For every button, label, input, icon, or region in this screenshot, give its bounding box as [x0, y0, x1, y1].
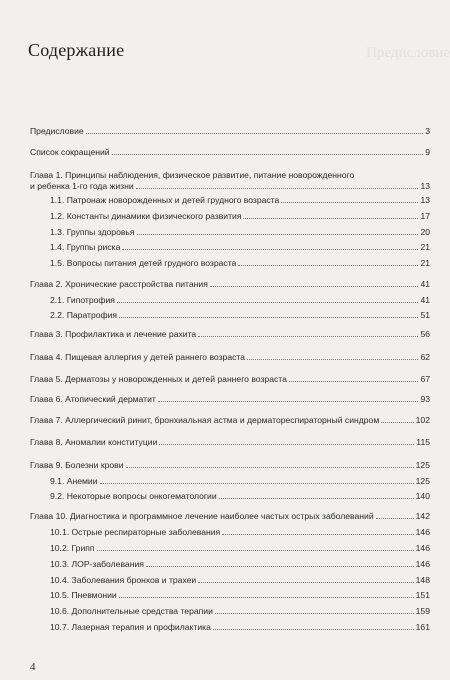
dot-leader	[247, 358, 418, 360]
toc-entry-page: 159	[415, 606, 430, 616]
toc-entry-page: 148	[415, 575, 430, 585]
toc-entry	[30, 415, 430, 425]
toc-entry-page: 102	[415, 415, 430, 425]
dot-leader	[97, 549, 414, 551]
toc-subentry	[50, 476, 430, 486]
toc-subentry	[50, 242, 430, 252]
toc-entry-title: 1.1. Патронаж новорожденных и детей грудного возраста	[50, 195, 280, 205]
toc-subentry	[50, 195, 430, 205]
dot-leader	[219, 497, 414, 499]
toc-entry	[30, 437, 430, 447]
toc-entry	[30, 279, 430, 289]
toc-entry-page: 146	[415, 527, 430, 537]
toc-entry-page: 21	[420, 258, 430, 268]
toc-entry-page: 125	[415, 460, 430, 470]
toc-entry-page: 67	[420, 374, 430, 384]
toc-entry-title: Глава 10. Диагностика и программное лечение наиболее частых острых заболеваний	[30, 511, 374, 521]
toc-entry-page: 51	[420, 310, 430, 320]
toc-entry	[30, 511, 430, 521]
toc-entry-title: Список сокращений	[30, 147, 110, 157]
toc-entry-title: 10.4. Заболевания бронхов и трахеи	[50, 575, 197, 585]
toc-entry-page: 21	[420, 242, 430, 252]
dot-leader	[126, 466, 414, 468]
dot-leader	[119, 316, 418, 318]
toc-entry-page: 9	[425, 147, 430, 157]
toc-entry-page: 115	[416, 437, 430, 447]
toc-entry	[30, 126, 430, 136]
toc-entry-title: Предисловие	[30, 126, 84, 136]
toc-entry-title: и ребенка 1-го года жизни	[30, 181, 134, 191]
toc-entry-page: 41	[420, 279, 430, 289]
toc-entry	[30, 329, 430, 339]
toc-entry-page: 146	[415, 559, 430, 569]
toc-entry-title: Глава 2. Хронические расстройства питания	[30, 279, 208, 289]
toc-entry	[30, 352, 430, 362]
dot-leader	[117, 301, 418, 303]
toc-subentry	[50, 227, 430, 237]
toc-entry-title: 2.1. Гипотрофия	[50, 295, 115, 305]
toc-entry-page: 161	[415, 622, 430, 632]
toc-subentry	[50, 559, 430, 569]
toc-entry	[30, 181, 430, 191]
toc-entry-title: Глава 5. Дерматозы у новорожденных и детей раннего возраста	[30, 374, 287, 384]
toc-entry-page: 62	[420, 352, 430, 362]
toc-subentry	[50, 622, 430, 632]
dot-leader	[238, 264, 418, 266]
dot-leader	[112, 153, 424, 155]
dot-leader	[122, 248, 418, 250]
dot-leader	[289, 380, 419, 382]
dot-leader	[159, 443, 414, 445]
toc-entry-page: 142	[415, 511, 430, 521]
dot-leader	[136, 187, 419, 189]
dot-leader	[158, 400, 419, 402]
dot-leader	[243, 217, 418, 219]
toc-entry-page: 140	[415, 491, 430, 501]
toc-entry	[30, 394, 430, 404]
bleed-through-heading: Предисловие	[366, 45, 450, 61]
toc-subentry	[50, 527, 430, 537]
dot-leader	[222, 533, 413, 535]
toc-entry-title: 2.2. Паратрофия	[50, 310, 118, 320]
dot-leader	[215, 612, 414, 614]
dot-leader	[119, 596, 414, 598]
dot-leader	[86, 132, 424, 134]
toc-entry-title: 1.3. Группы здоровья	[50, 227, 135, 237]
dot-leader	[146, 565, 414, 567]
toc-entry-page: 146	[415, 543, 430, 553]
toc-subentry	[50, 491, 430, 501]
toc-entry-title: 10.5. Пневмонии	[50, 590, 117, 600]
dot-leader	[198, 335, 418, 337]
toc-entry-title: 1.2. Константы динамики физического развития	[50, 211, 242, 221]
toc-entry-page: 20	[420, 227, 430, 237]
toc-entry-title: 10.7. Лазерная терапия и профилактика	[50, 622, 211, 632]
dot-leader	[137, 233, 419, 235]
toc-entry-title: 10.6. Дополнительные средства терапии	[50, 606, 213, 616]
dot-leader	[376, 517, 414, 519]
dot-leader	[213, 628, 414, 630]
toc-subentry	[50, 211, 430, 221]
toc-entry-title: 9.1. Анемии	[50, 476, 98, 486]
toc-entry-page: 13	[420, 181, 430, 191]
toc-entry-title: Глава 6. Атопический дерматит	[30, 394, 156, 404]
toc-entry-page: 93	[420, 394, 430, 404]
toc-subentry	[50, 543, 430, 553]
toc-entry-page: 13	[420, 195, 430, 205]
toc-entry	[30, 460, 430, 470]
toc-entry-title: Глава 4. Пищевая аллергия у детей раннего возраста	[30, 352, 246, 362]
toc-subentry	[50, 590, 430, 600]
toc-subentry	[50, 606, 430, 616]
toc-entry-title: 1.5. Вопросы питания детей грудного возраста	[50, 258, 237, 268]
toc-entry-title: Глава 8. Аномалии конституции	[30, 437, 158, 447]
toc-entry-page: 41	[420, 295, 430, 305]
toc-entry-title: 1.4. Группы риска	[50, 242, 121, 252]
toc-entry-page: 151	[415, 590, 430, 600]
toc-subentry	[50, 295, 430, 305]
toc-entry-title: Глава 7. Аллергический ринит, бронхиальная астма и дерматореспираторный синдром	[30, 415, 380, 425]
dot-leader	[281, 201, 418, 203]
toc-entry-title: 10.2. Грипп	[50, 543, 95, 553]
dot-leader	[198, 581, 413, 583]
toc-entry	[30, 374, 430, 384]
page-number: 4	[30, 661, 36, 673]
toc-entry-page: 56	[420, 329, 430, 339]
toc-entry-title: Глава 9. Болезни крови	[30, 460, 124, 470]
toc-entry-title: Глава 3. Профилактика и лечение рахита	[30, 329, 197, 339]
toc-entry-title: 9.2. Некоторые вопросы онкогематологии	[50, 491, 217, 501]
toc-entry-page: 3	[425, 126, 430, 136]
page-title: Содержание	[28, 40, 125, 60]
toc-subentry	[50, 258, 430, 268]
toc-subentry	[50, 575, 430, 585]
toc-entry	[30, 147, 430, 157]
toc-entry-title: 10.3. ЛОР-заболевания	[50, 559, 144, 569]
toc-entry-page: 17	[420, 211, 430, 221]
toc-entry-title: 10.1. Острые респираторные заболевания	[50, 527, 221, 537]
dot-leader	[210, 285, 419, 287]
toc-subentry	[50, 310, 430, 320]
toc-entry-title-line1: Глава 1. Принципы наблюдения, физическое развитие, питание новорожденного	[30, 170, 355, 180]
toc-entry-page: 125	[415, 476, 430, 486]
dot-leader	[100, 482, 414, 484]
dot-leader	[381, 421, 413, 423]
